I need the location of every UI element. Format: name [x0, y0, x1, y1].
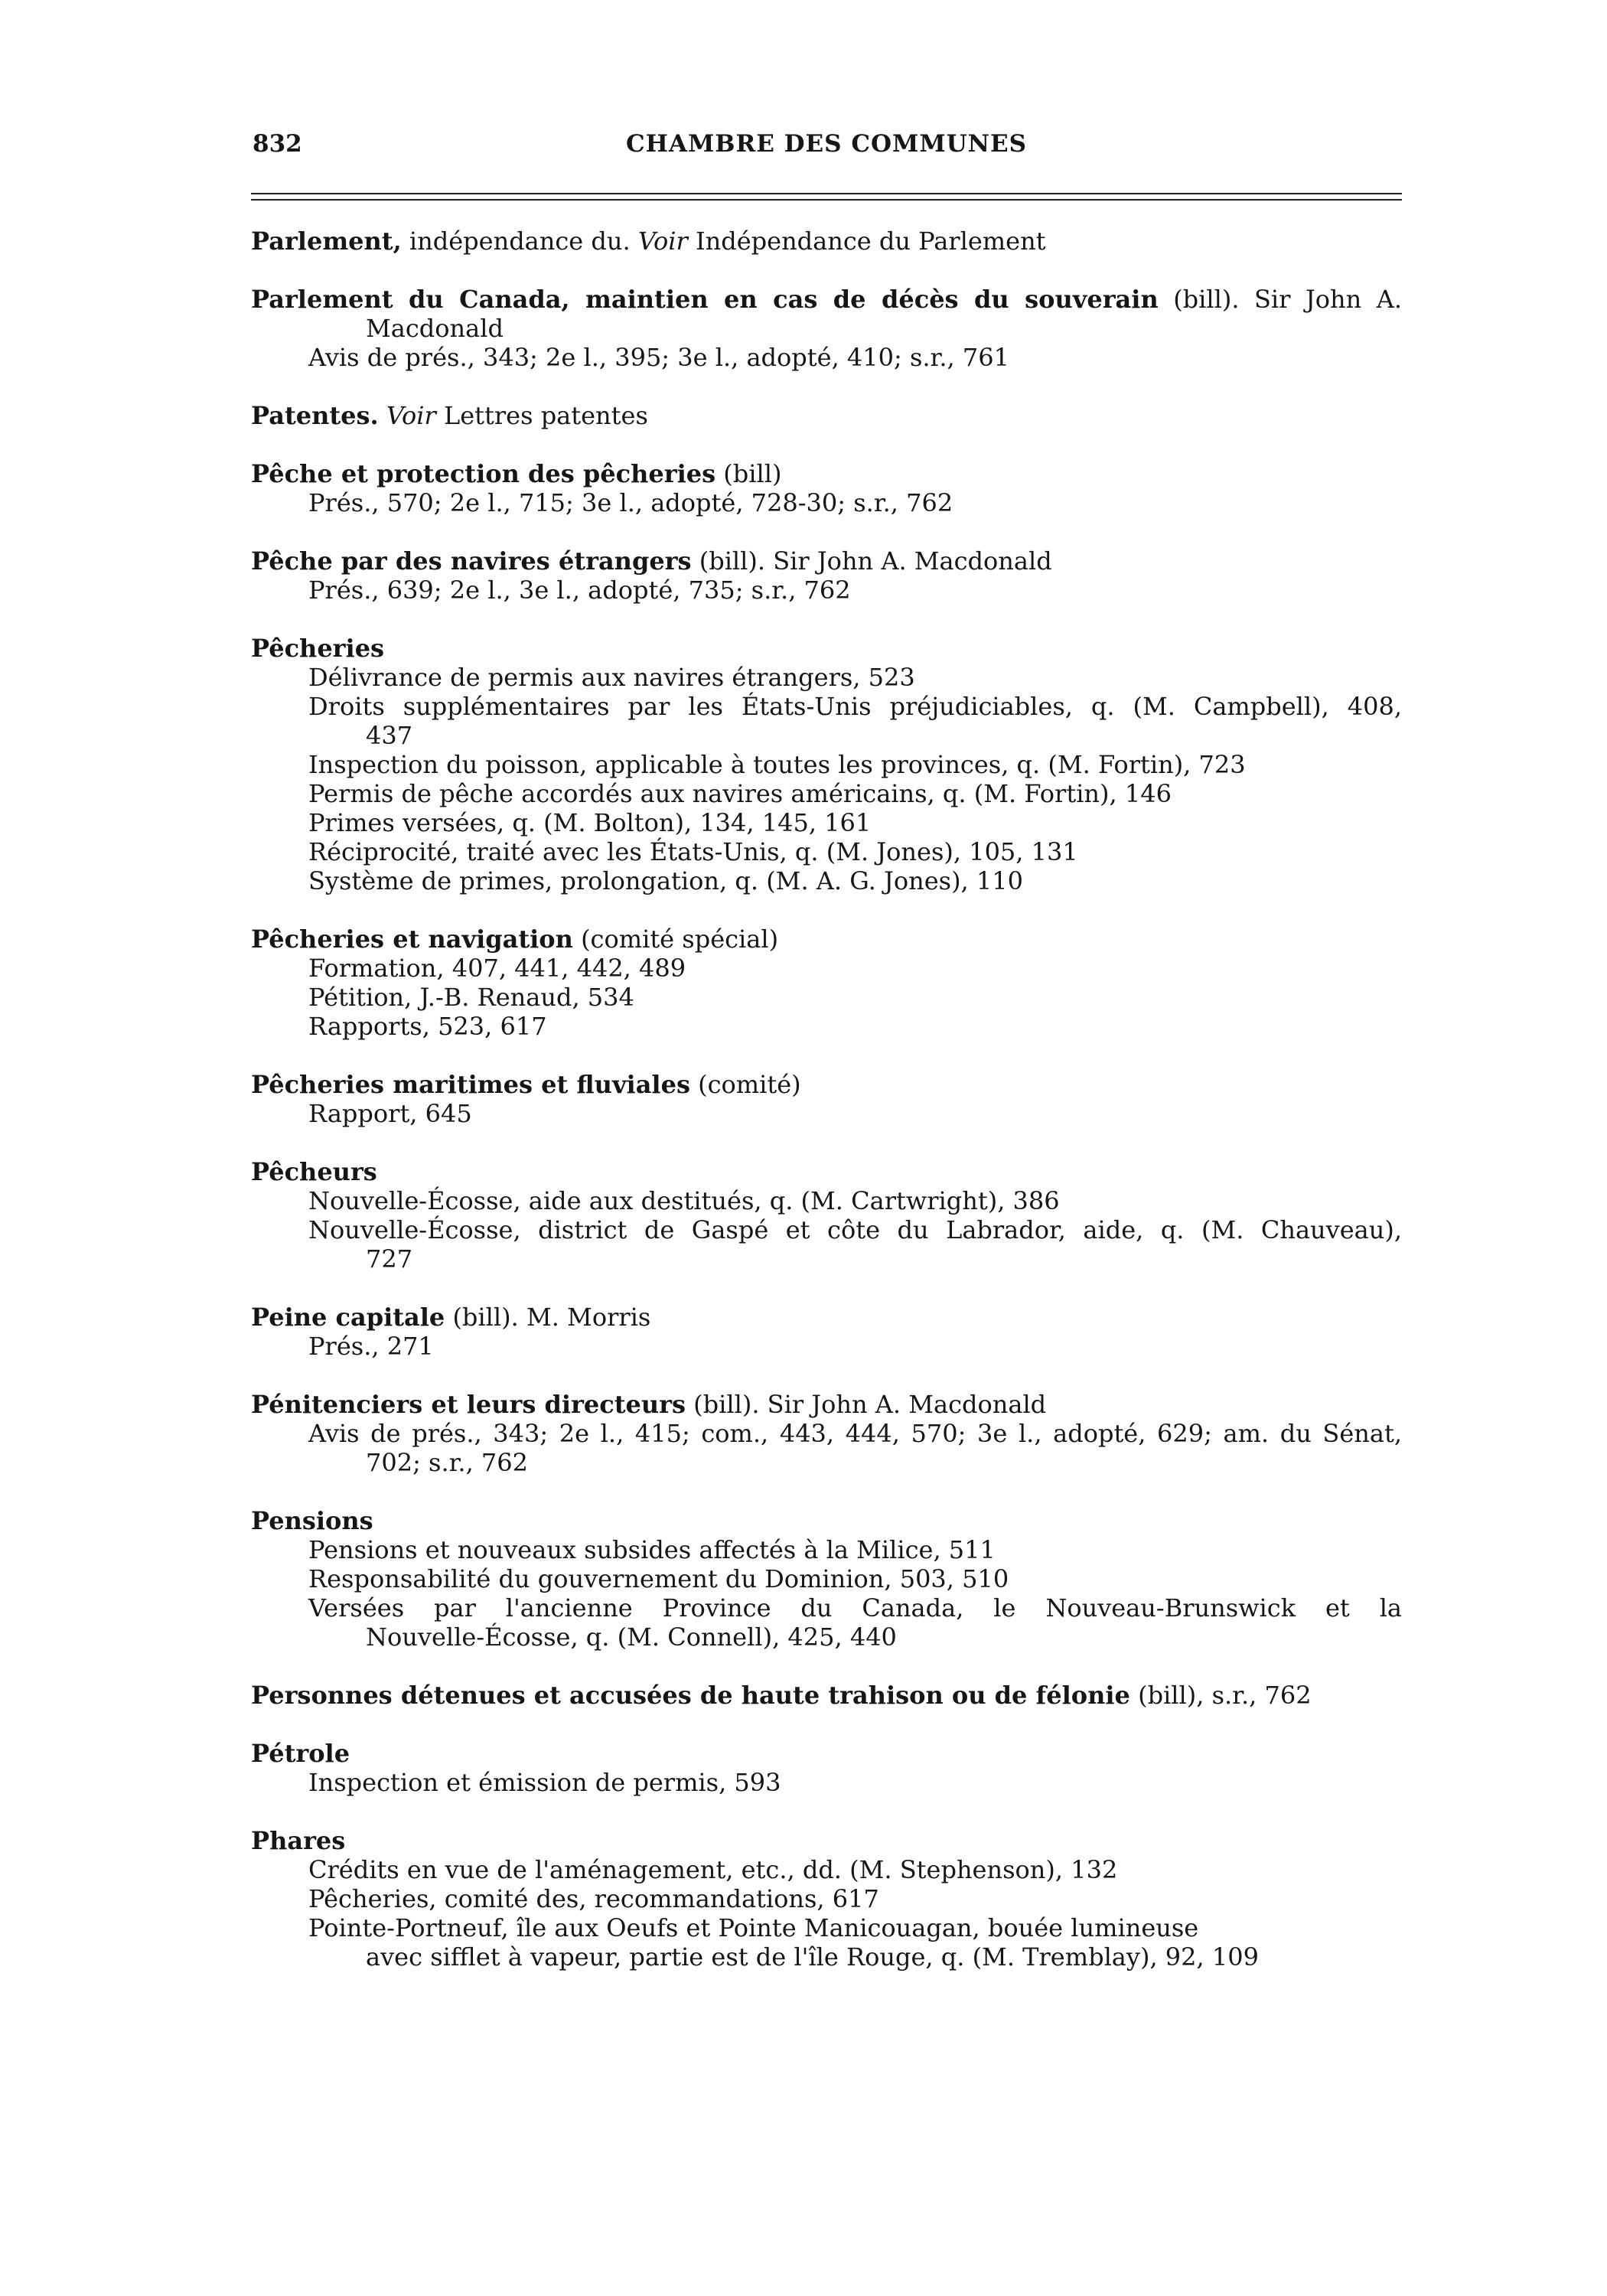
entry-heading: Pêcheries [251, 634, 385, 663]
entry-heading: Patentes. [251, 401, 379, 430]
entry-heading: Parlement, [251, 227, 402, 256]
entry-heading: Pêche par des navires étrangers [251, 546, 692, 576]
entry-subline: Réciprocité, traité avec les États-Unis, q. (M. Jones), 105, 131 [308, 837, 1078, 866]
header-rule-bottom [251, 199, 1402, 201]
entry-heading: Pêcheurs [251, 1157, 377, 1186]
index-entry [251, 634, 1402, 895]
entry-continuation: avec sifflet à vapeur, partie est de l'île Rouge, q. (M. Tremblay), 92, 109 [366, 1942, 1259, 1971]
entry-subline: Inspection et émission de permis, 593 [308, 1768, 781, 1797]
entry-subline: Délivrance de permis aux navires étrangers, 523 [308, 663, 915, 692]
index-entry: Parlement, indépendance du. Voir Indépendance du Parlement [251, 227, 1046, 256]
index-entry: Parlement du Canada, maintien en cas de décès du souverain (bill). Sir John A. Macdonald Avis de prés., 343; 2e l., 395; 3e l., adopté, 410; s.r., 761 [251, 285, 1403, 372]
entry-subline: Nouvelle-Écosse, district de Gaspé et côte du Labrador, aide, q. (M. Chauveau), [308, 1215, 1402, 1244]
index-entry [251, 1157, 1402, 1274]
index-entry [251, 1826, 1402, 1971]
index-entry: Pêcheries maritimes et fluviales (comité) Rapport, 645 [251, 1070, 1402, 1128]
entry-subline: Responsabilité du gouvernement du Dominion, 503, 510 [308, 1564, 1009, 1593]
entry-heading: Pensions [251, 1506, 373, 1535]
index-entry [251, 1739, 1402, 1797]
entry-subline: Pêcheries, comité des, recommandations, 617 [308, 1884, 879, 1913]
entry-heading: Pénitenciers et leurs directeurs [251, 1390, 686, 1419]
entry-heading: Pêcheries maritimes et fluviales [251, 1070, 690, 1099]
entry-heading: Parlement du Canada, maintien en cas de décès du souverain [251, 285, 1159, 314]
entry-subline: Rapports, 523, 617 [308, 1012, 547, 1041]
entry-subline: Avis de prés., 343; 2e l., 395; 3e l., adopté, 410; s.r., 761 [308, 343, 1009, 372]
entry-subline: Pointe-Portneuf, île aux Oeufs et Pointe Manicouagan, bouée lumineuse [308, 1913, 1199, 1942]
entry-heading: Pêcheries et navigation [251, 925, 573, 954]
entry-continuation: Macdonald [366, 314, 504, 343]
entry-continuation: 437 [366, 721, 413, 750]
entry-subline: Prés., 639; 2e l., 3e l., adopté, 735; s.r., 762 [308, 576, 851, 605]
entry-heading: Pêche et protection des pêcheries [251, 459, 716, 488]
entry-subline: Primes versées, q. (M. Bolton), 134, 145, 161 [308, 808, 872, 837]
index-entry [251, 1506, 1402, 1652]
index-entry: Pénitenciers et leurs directeurs (bill). Sir John A. Macdonald Avis de prés., 343; 2e l., 415; com., 443, 444, 570; 3e l., adopté, 629; am. du Sénat, 702; s.r., 762 [251, 1390, 1402, 1477]
entry-subline: Prés., 570; 2e l., 715; 3e l., adopté, 728-30; s.r., 762 [308, 488, 953, 517]
page-number: 832 [253, 130, 302, 158]
entry-subline: Pensions et nouveaux subsides affectés à la Milice, 511 [308, 1535, 996, 1564]
entry-subline: Versées par l'ancienne Province du Canada, le Nouveau-Brunswick et la [308, 1593, 1402, 1623]
entry-heading: Phares [251, 1826, 346, 1855]
entry-continuation: Nouvelle-Écosse, q. (M. Connell), 425, 440 [366, 1623, 897, 1652]
entry-subline: Permis de pêche accordés aux navires américains, q. (M. Fortin), 146 [308, 779, 1172, 808]
index-entry: Patentes. Voir Lettres patentes [251, 401, 648, 430]
index-entry: Pêche et protection des pêcheries (bill) Prés., 570; 2e l., 715; 3e l., adopté, 728-30; s.r., 762 [251, 459, 1402, 517]
entry-subline: Inspection du poisson, applicable à toutes les provinces, q. (M. Fortin), 723 [308, 750, 1246, 779]
header-rule-top [251, 193, 1402, 194]
page-title: CHAMBRE DES COMMUNES [625, 130, 1028, 158]
index-entries [251, 227, 1402, 2001]
entry-heading: Pétrole [251, 1739, 350, 1768]
index-entry: Pêche par des navires étrangers (bill). Sir John A. Macdonald Prés., 639; 2e l., 3e l., adopté, 735; s.r., 762 [251, 546, 1402, 605]
entry-subline: Crédits en vue de l'aménagement, etc., dd. (M. Stephenson), 132 [308, 1855, 1118, 1884]
entry-heading: Peine capitale [251, 1303, 445, 1332]
entry-subline: Système de primes, prolongation, q. (M. A. G. Jones), 110 [308, 866, 1023, 895]
entry-continuation: 702; s.r., 762 [366, 1448, 528, 1477]
entry-subline: Pétition, J.-B. Renaud, 534 [308, 983, 634, 1012]
entry-subline: Nouvelle-Écosse, aide aux destitués, q. (M. Cartwright), 386 [308, 1186, 1060, 1215]
entry-subline: Rapport, 645 [308, 1099, 472, 1128]
entry-subline: Formation, 407, 441, 442, 489 [308, 954, 686, 983]
entry-subline: Prés., 271 [308, 1332, 434, 1361]
entry-heading: Personnes détenues et accusées de haute trahison ou de félonie [251, 1681, 1130, 1710]
entry-subline: Droits supplémentaires par les États-Unis préjudiciables, q. (M. Campbell), 408, [308, 692, 1402, 721]
index-entry: Pêcheries et navigation (comité spécial) Formation, 407, 441, 442, 489 Pétition, J.-B. Renaud, 534 Rapports, 523, 617 [251, 925, 1402, 1041]
entry-subline: Avis de prés., 343; 2e l., 415; com., 443, 444, 570; 3e l., adopté, 629; am. du Sénat, [308, 1419, 1402, 1448]
index-entry: Peine capitale (bill). M. Morris Prés., 271 [251, 1303, 1402, 1361]
entry-continuation: 727 [366, 1244, 413, 1274]
index-entry: Personnes détenues et accusées de haute trahison ou de félonie (bill), s.r., 762 [251, 1681, 1312, 1710]
running-header [253, 130, 1400, 168]
